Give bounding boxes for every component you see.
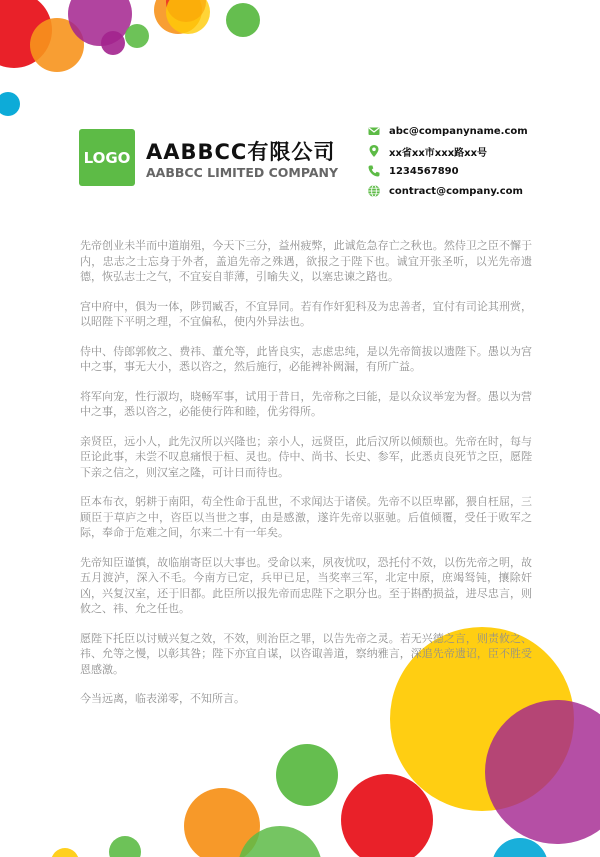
globe-icon <box>367 184 381 198</box>
contact-email[interactable]: abc@companyname.com <box>389 125 528 137</box>
contact-phone-row <box>367 161 592 181</box>
contact-contract-email[interactable]: contract@company.com <box>389 185 523 197</box>
body-paragraph: 先帝创业未半而中道崩殂，今天下三分，益州疲弊，此诚危急存亡之秋也。然侍卫之臣不懈于内，忠志之士忘身于外者，盖追先帝之殊遇，欲报之于陛下也。诚宜开张圣听，以光先帝遗德，恢弘志士之气，不宜妄自菲薄，引喻失义，以塞忠谏之路也。 <box>80 239 532 283</box>
body-paragraph: 臣本布衣，躬耕于南阳，苟全性命于乱世，不求闻达于诸侯。先帝不以臣卑鄙，猥自枉屈，三顾臣于草庐之中，咨臣以当世之事，由是感激，遂许先帝以驱驰。后值倾覆，受任于败军之际，奉命于危难之间，尔来二十有一年矣。 <box>80 495 532 539</box>
letter-body <box>80 238 532 721</box>
mail-icon <box>367 124 381 138</box>
contact-contract-row <box>367 181 592 201</box>
body-paragraph: 今当远离，临表涕零，不知所言。 <box>80 692 245 705</box>
contact-email-row <box>367 121 592 141</box>
logo <box>79 129 135 186</box>
body-paragraph: 亲贤臣，远小人，此先汉所以兴隆也；亲小人，远贤臣，此后汉所以倾颓也。先帝在时，每与臣论此事，未尝不叹息痛恨于桓、灵也。侍中、尚书、长史、参军，此悉贞良死节之臣，愿陛下亲之信之，则汉室之隆，可计日而待也。 <box>80 434 532 479</box>
company-name-en: AABBCC LIMITED COMPANY <box>146 165 339 180</box>
decor-circle <box>226 3 260 37</box>
body-paragraph: 先帝知臣谨慎，故临崩寄臣以大事也。受命以来，夙夜忧叹，恐托付不效，以伤先帝之明，故五月渡泸，深入不毛。今南方已定，兵甲已足，当奖率三军，北定中原，庶竭驽钝，攘除奸凶，兴复汉室，还于旧都。此臣所以报先帝而忠陛下之职分也。至于斟酌损益，进尽忠言，则攸之、祎、允之任也。 <box>80 555 532 615</box>
logo-label: LOGO <box>83 148 131 167</box>
decor-circle <box>51 848 79 857</box>
contact-address-row <box>367 141 592 161</box>
decor-circle <box>101 31 125 55</box>
decor-circle <box>276 744 338 806</box>
contact-block <box>367 121 592 201</box>
body-paragraph: 宫中府中，俱为一体，陟罚臧否，不宜异同。若有作奸犯科及为忠善者，宜付有司论其刑赏，以昭陛下平明之理，不宜偏私，使内外异法也。 <box>80 299 532 328</box>
decor-circle <box>341 774 433 857</box>
location-pin-icon <box>367 144 381 158</box>
decor-circle <box>0 92 20 116</box>
contact-phone[interactable]: 1234567890 <box>389 165 459 177</box>
body-paragraph: 愿陛下托臣以讨贼兴复之效，不效，则治臣之罪，以告先帝之灵。若无兴德之言，则责攸之、祎、允等之慢，以彰其咎；陛下亦宜自谋，以咨诹善道，察纳雅言，深追先帝遗诏，臣不胜受恩感激。 <box>80 631 532 676</box>
decor-circle <box>109 836 141 857</box>
company-name-cn: AABBCC有限公司 <box>146 140 336 164</box>
contact-address: xx省xx市xxx路xx号 <box>389 147 488 159</box>
body-paragraph: 将军向宠，性行淑均，晓畅军事，试用于昔日，先帝称之曰能，是以众议举宠为督。愚以为营中之事，悉以咨之，必能使行阵和睦，优劣得所。 <box>80 389 532 418</box>
decor-circle <box>125 24 149 48</box>
phone-icon <box>367 164 381 178</box>
body-paragraph: 侍中、侍郎郭攸之、费祎、董允等，此皆良实，志虑忠纯，是以先帝简拔以遗陛下。愚以为宫中之事，事无大小，悉以咨之，然后施行，必能裨补阙漏，有所广益。 <box>80 344 532 373</box>
